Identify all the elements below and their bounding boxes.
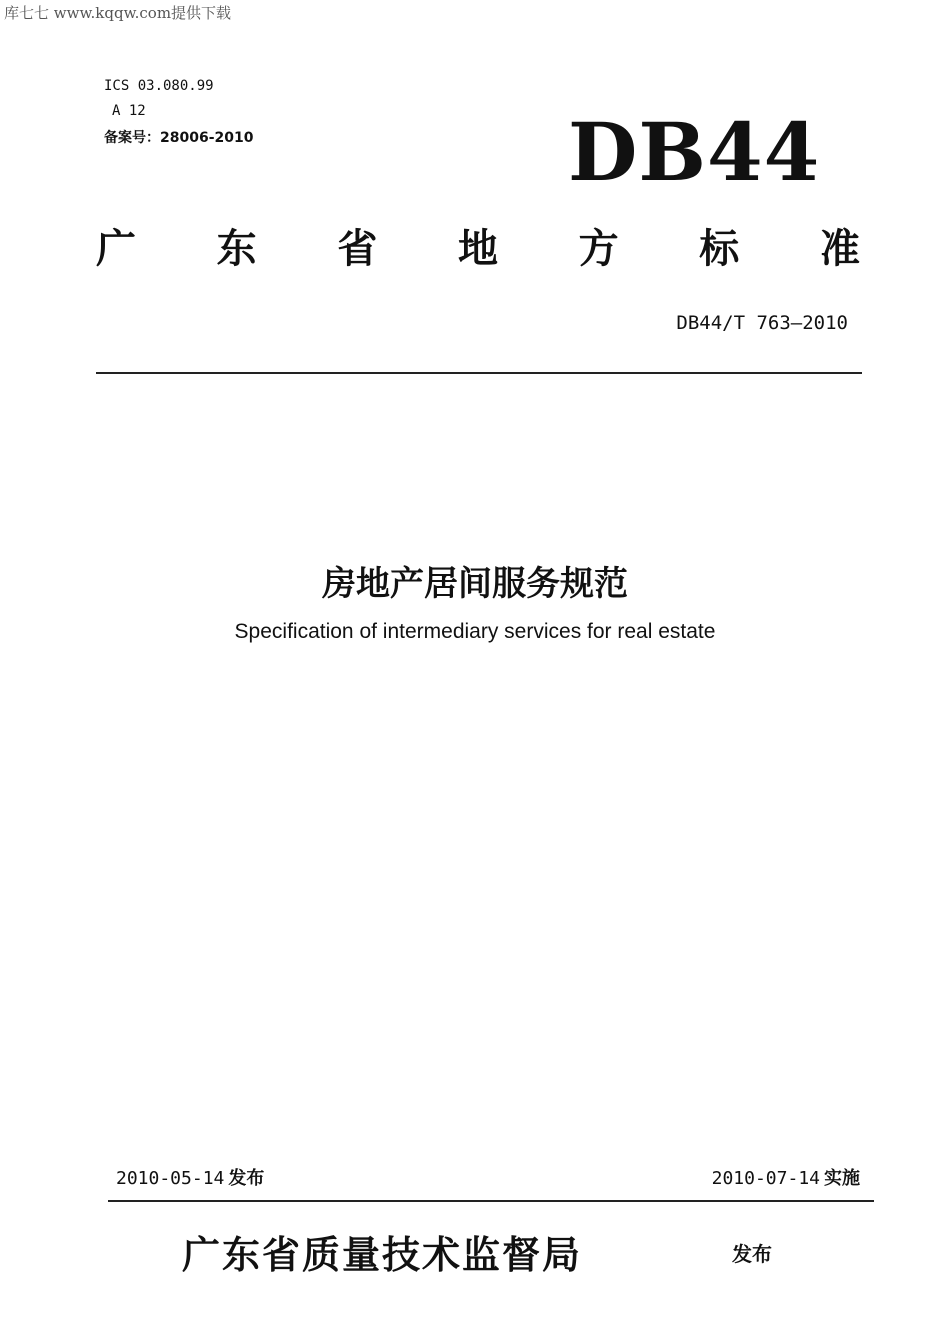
watermark-text: 库七七 www.kqqw.com提供下载	[4, 4, 232, 22]
issuer-name: 广东省质量技术监督局	[182, 1232, 583, 1277]
db44-logo: DB44	[568, 105, 821, 199]
standard-type-char: 广	[96, 226, 136, 272]
bottom-divider	[108, 1200, 874, 1202]
effective-date: 2010-07-14	[711, 1168, 820, 1189]
publish-date-line	[116, 1164, 264, 1190]
standard-number: DB44/T 763—2010	[676, 312, 848, 334]
standard-type-char: 方	[578, 226, 619, 272]
standard-type-title	[96, 226, 860, 272]
classification-code: A 12	[112, 103, 146, 119]
ics-code: ICS 03.080.99	[104, 78, 214, 94]
top-divider	[96, 372, 862, 374]
standard-type-char: 准	[819, 226, 860, 272]
standard-type-char: 地	[457, 226, 498, 272]
effective-date-line	[712, 1164, 860, 1190]
standard-type-char: 省	[337, 226, 378, 272]
issuer-label: 发布	[732, 1242, 772, 1266]
standard-type-char: 东	[216, 226, 257, 272]
document-title-en: Specification of intermediary services for real estate	[234, 620, 716, 643]
publish-date: 2010-05-14	[116, 1168, 225, 1189]
publish-label: 发布	[228, 1168, 265, 1189]
standard-type-char: 标	[699, 226, 740, 272]
record-number: 备案号：28006-2010	[104, 130, 254, 146]
document-title-cn: 房地产居间服务规范	[322, 564, 628, 604]
effective-label: 实施	[824, 1168, 860, 1189]
